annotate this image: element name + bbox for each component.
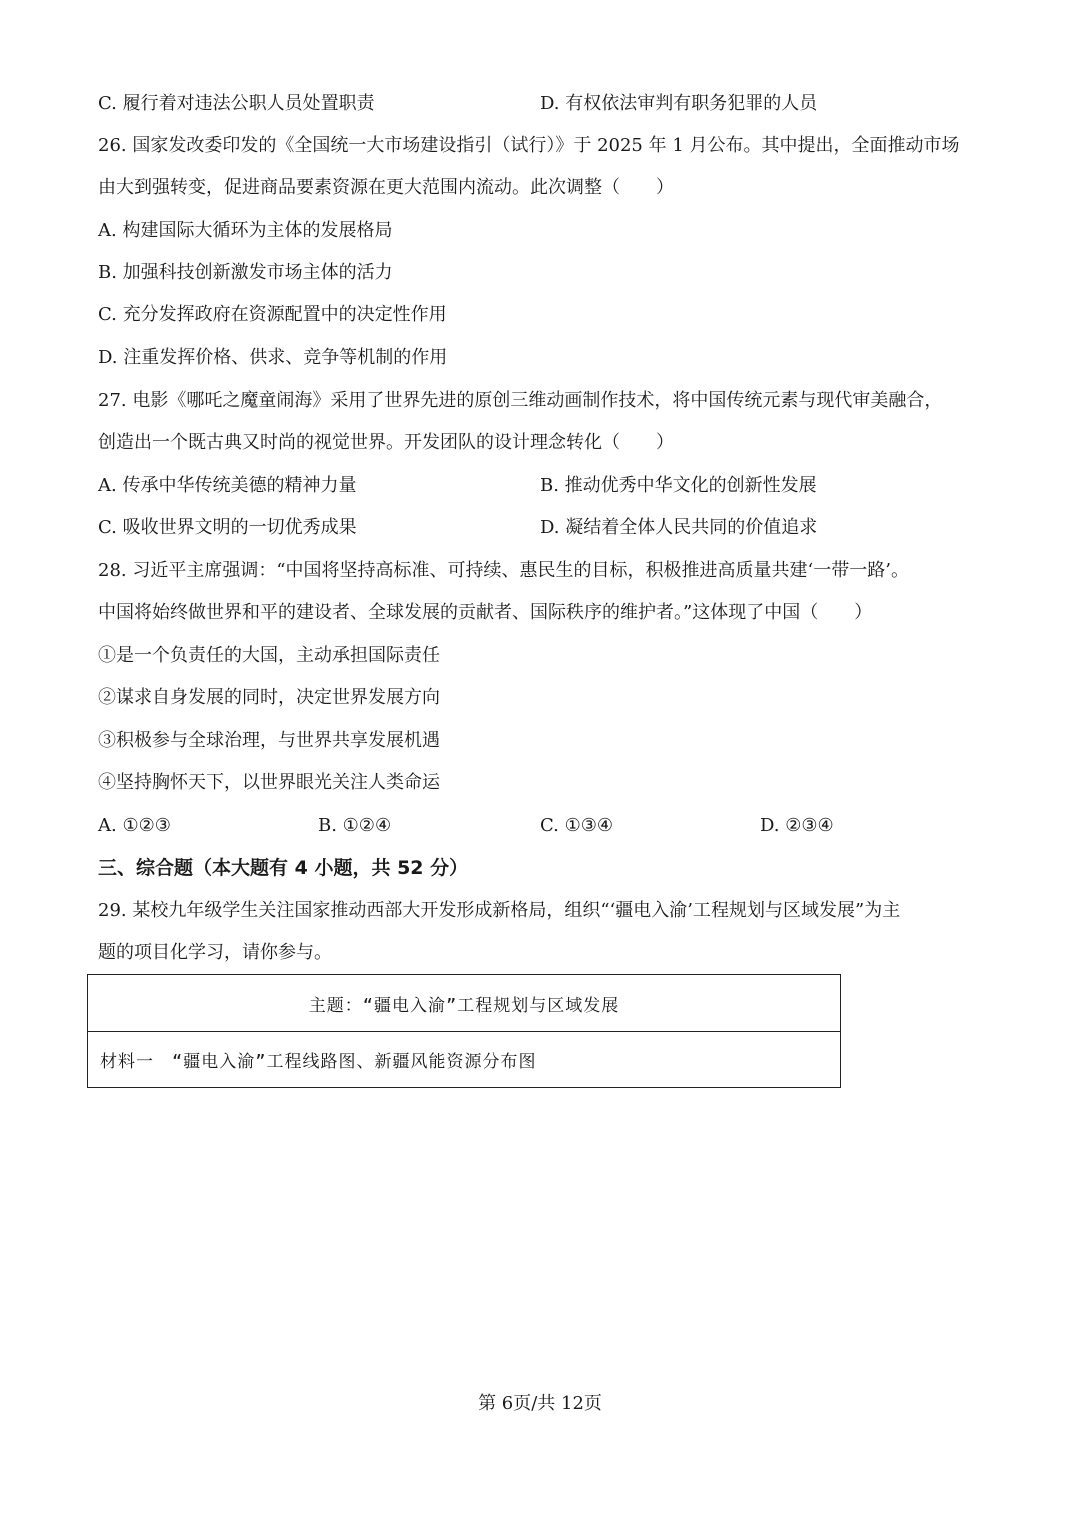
q28-statement-4: ④坚持胸怀天下，以世界眼光关注人类命运 [98, 772, 440, 793]
table-material-row [88, 1032, 840, 1087]
q28-option-b: B. ①②④ [318, 815, 392, 836]
q28-statement-1: ①是一个负责任的大国，主动承担国际责任 [98, 645, 440, 666]
q27-stem-line2: 创造出一个既古典又时尚的视觉世界。开发团队的设计理念转化（ ） [98, 432, 674, 453]
q29-stem-line1: 29. 某校九年级学生关注国家推动西部大开发形成新格局，组织“‘疆电入渝’工程规划与区域发展”为主 [98, 900, 901, 921]
q29-stem-line2: 题的项目化学习，请你参与。 [98, 942, 332, 963]
q28-option-a: A. ①②③ [98, 815, 171, 836]
q28-stem-line2: 中国将始终做世界和平的建设者、全球发展的贡献者、国际秩序的维护者。”这体现了中国（ ） [98, 602, 873, 623]
page-footer: 第 6页/共 12页 [478, 1393, 602, 1414]
q27-stem-line1: 27. 电影《哪吒之魔童闹海》采用了世界先进的原创三维动画制作技术，将中国传统元素与现代审美融合， [98, 390, 943, 411]
q26-option-a: A. 构建国际大循环为主体的发展格局 [98, 220, 393, 241]
q28-option-d: D. ②③④ [760, 815, 834, 836]
q26-option-b: B. 加强科技创新激发市场主体的活力 [98, 262, 393, 283]
q27-option-a: A. 传承中华传统美德的精神力量 [98, 475, 357, 496]
section-heading: 三、综合题（本大题有 4 小题，共 52 分） [98, 857, 469, 879]
q25-option-c: C. 履行着对违法公职人员处置职责 [98, 93, 375, 114]
q26-stem-line2: 由大到强转变，促进商品要素资源在更大范围内流动。此次调整（ ） [98, 177, 674, 198]
q28-statement-2: ②谋求自身发展的同时，决定世界发展方向 [98, 687, 440, 708]
q26-option-c: C. 充分发挥政府在资源配置中的决定性作用 [98, 304, 447, 325]
q27-option-c: C. 吸收世界文明的一切优秀成果 [98, 517, 357, 538]
q25-option-d: D. 有权依法审判有职务犯罪的人员 [540, 93, 818, 114]
q26-stem-line1: 26. 国家发改委印发的《全国统一大市场建设指引（试行）》于 2025 年 1 月公布。其中提出，全面推动市场 [98, 135, 960, 156]
table-theme-row [88, 975, 840, 1032]
q28-stem-line1: 28. 习近平主席强调：“中国将坚持高标准、可持续、惠民生的目标，积极推进高质量共建‘一带一路’。 [98, 560, 909, 581]
q27-option-b: B. 推动优秀中华文化的创新性发展 [540, 475, 817, 496]
q28-option-c: C. ①③④ [540, 815, 613, 836]
table-material-text: 材料一 “疆电入渝”工程线路图、新疆风能资源分布图 [100, 1052, 537, 1072]
material-table [87, 974, 841, 1088]
q27-option-d: D. 凝结着全体人民共同的价值追求 [540, 517, 818, 538]
q26-option-d: D. 注重发挥价格、供求、竞争等机制的作用 [98, 347, 448, 368]
q28-statement-3: ③积极参与全球治理，与世界共享发展机遇 [98, 730, 440, 751]
table-theme-text: 主题：“疆电入渝”工程规划与区域发展 [308, 995, 620, 1016]
